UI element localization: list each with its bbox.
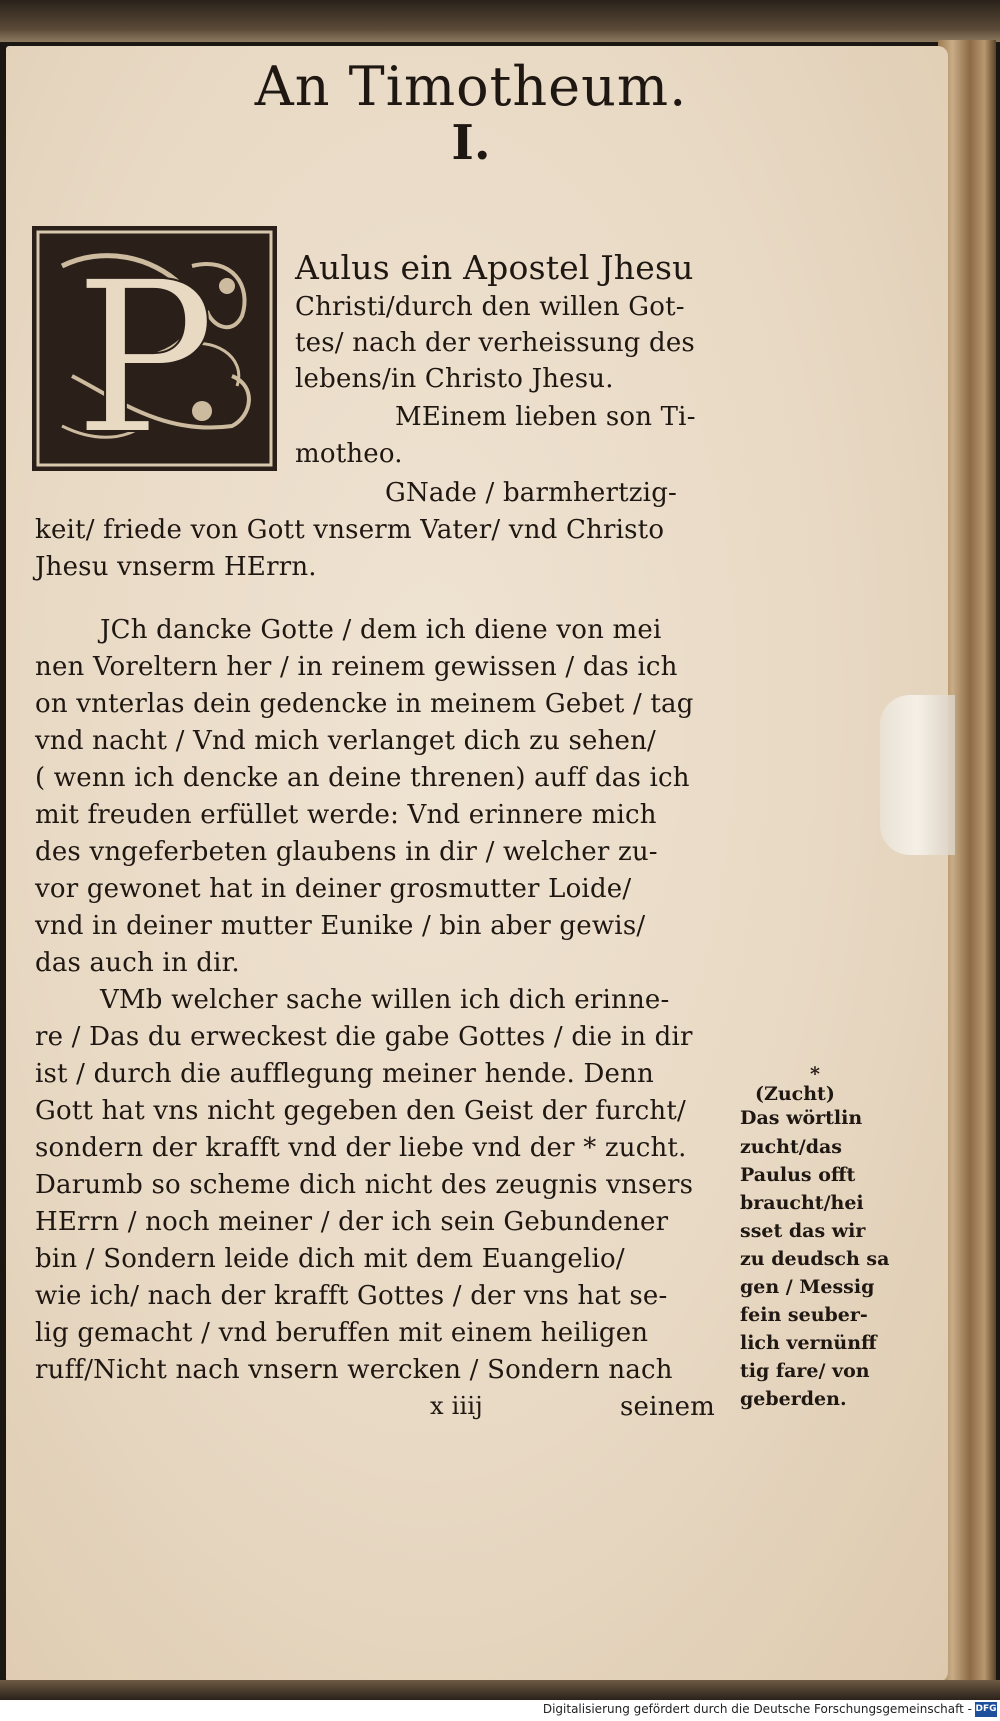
margin-note-line: lich vernünff <box>740 1332 877 1354</box>
text-line: lebens/in Christo Jhesu. <box>295 364 614 394</box>
text-line: Christi/durch den willen Got- <box>295 292 685 322</box>
catchword: seinem <box>620 1392 716 1422</box>
margin-note-line: (Zucht) <box>755 1083 835 1105</box>
margin-note-marker: * <box>810 1063 820 1085</box>
running-head: An Timotheum. <box>254 55 688 118</box>
initial-letter: P <box>74 236 216 471</box>
margin-note-line: sset das wir <box>740 1220 866 1242</box>
book-top-edge <box>0 0 1000 42</box>
margin-note-line: Das wörtlin <box>740 1107 863 1129</box>
text-line: vnd nacht / Vnd mich verlanget dich zu sehen/ <box>35 726 657 756</box>
funding-credit: Digitalisierung gefördert durch die Deutsche Forschungsgemeinschaft - <box>542 1702 972 1716</box>
text-line: on vnterlas dein gedencke in meinem Gebet / tag <box>35 689 694 719</box>
text-line: nen Voreltern her / in reinem gewissen / das ich <box>35 652 678 682</box>
text-line: lig gemacht / vnd beruffen mit einem heiligen <box>35 1318 649 1348</box>
text-line: motheo. <box>295 439 403 469</box>
text-line: tes/ nach der verheissung des <box>295 328 695 358</box>
text-line: vor gewonet hat in deiner grosmutter Loide/ <box>35 874 632 904</box>
woodcut-initial <box>32 226 277 471</box>
text-line: MEinem lieben son Ti- <box>395 402 696 432</box>
text-line: Aulus ein Apostel Jhesu <box>295 248 694 287</box>
page-bookmark <box>880 695 955 855</box>
margin-note-line: braucht/hei <box>740 1192 864 1214</box>
margin-note-line: fein seuber- <box>740 1304 868 1326</box>
text-line: des vngeferbeten glaubens in dir / welcher zu- <box>35 837 658 867</box>
margin-note-line: Paulus offt <box>740 1164 856 1186</box>
margin-note-line: zu deudsch sa <box>740 1248 890 1270</box>
text-line: mit freuden erfüllet werde: Vnd erinnere mich <box>35 800 657 830</box>
text-line: bin / Sondern leide dich mit dem Euangelio/ <box>35 1244 625 1274</box>
dfg-logo: DFG <box>975 1702 997 1717</box>
text-line: HErrn / noch meiner / der ich sein Gebundener <box>35 1207 669 1237</box>
text-line: ( wenn ich dencke an deine threnen) auff das ich <box>35 763 690 793</box>
book-bottom-edge <box>0 1680 1000 1700</box>
initial-woodcut-icon <box>32 226 277 471</box>
text-line: JCh dancke Gotte / dem ich diene von mei <box>100 615 662 645</box>
margin-note-line: gen / Messig <box>740 1276 875 1298</box>
text-line: keit/ friede von Gott vnserm Vater/ vnd Christo <box>35 515 665 545</box>
text-line: VMb welcher sache willen ich dich erinne- <box>100 985 670 1015</box>
margin-note-line: geberden. <box>740 1388 847 1410</box>
text-line: vnd in deiner mutter Eunike / bin aber gewis/ <box>35 911 646 941</box>
text-line: Gott hat vns nicht gegeben den Geist der furcht/ <box>35 1096 686 1126</box>
margin-note-line: zucht/das <box>740 1136 842 1158</box>
text-line: GNade / barmhertzig- <box>385 478 678 508</box>
text-line: sondern der krafft vnd der liebe vnd der * zucht. <box>35 1133 687 1163</box>
text-line: Jhesu vnserm HErrn. <box>35 552 317 582</box>
text-line: ruff/Nicht nach vnsern wercken / Sondern nach <box>35 1355 673 1385</box>
text-line: ist / durch die aufflegung meiner hende. Denn <box>35 1059 654 1089</box>
text-line: wie ich/ nach der krafft Gottes / der vns hat se- <box>35 1281 668 1311</box>
text-line: das auch in dir. <box>35 948 240 978</box>
text-line: Darumb so scheme dich nicht des zeugnis vnsers <box>35 1170 694 1200</box>
margin-note-line: tig fare/ von <box>740 1360 870 1382</box>
signature-mark: x iiij <box>430 1392 483 1420</box>
text-line: re / Das du erweckest die gabe Gottes / die in dir <box>35 1022 693 1052</box>
chapter-number: I. <box>451 115 491 171</box>
